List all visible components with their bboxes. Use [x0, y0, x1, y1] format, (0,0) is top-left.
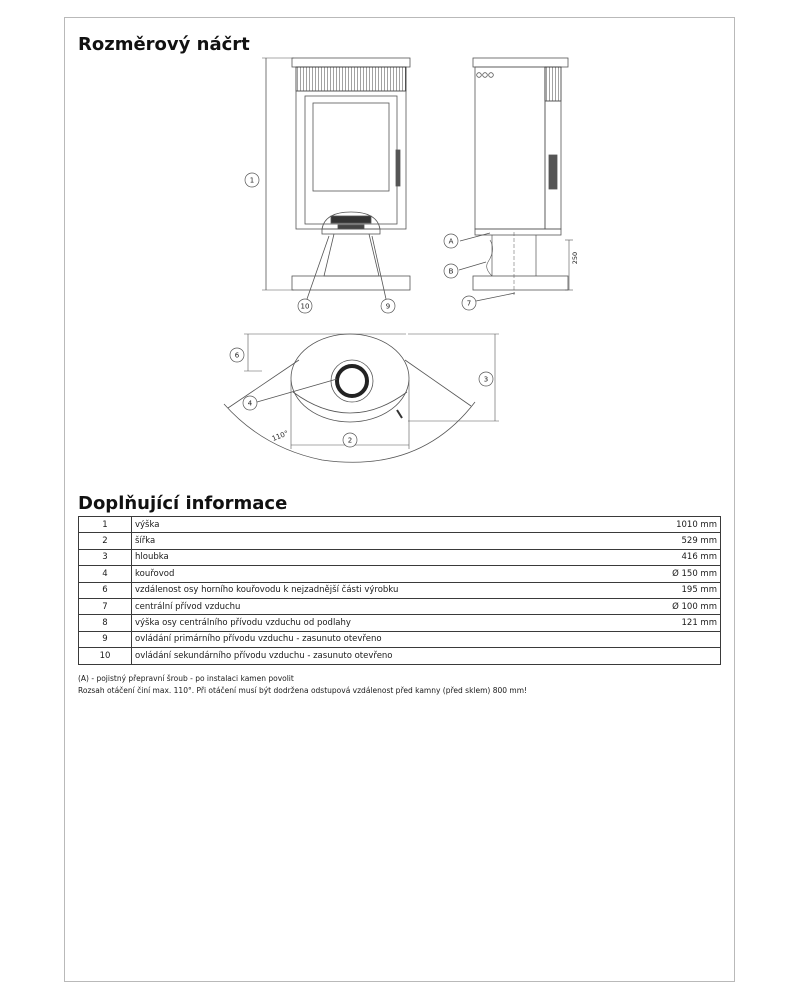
table-row: 7 centrální přívod vzduchu Ø 100 mm — [79, 598, 721, 614]
callout-3 — [479, 372, 493, 386]
note-rotation: Rozsah otáčení činí max. 110°. Při otáčení musí být dodržena odstupová vzdálenost před kamny (před sklem) 800 mm! — [78, 686, 528, 695]
svg-text:9: 9 — [385, 302, 391, 311]
table-row: 3 hloubka 416 mm — [79, 549, 721, 565]
callout-B — [444, 264, 458, 278]
callout-4 — [243, 396, 257, 410]
side-view — [459, 58, 573, 301]
callout-6 — [230, 348, 244, 362]
callout-10 — [298, 299, 312, 313]
svg-text:10: 10 — [300, 302, 310, 311]
table-row: 4 kouřovod Ø 150 mm — [79, 566, 721, 582]
svg-text:7: 7 — [466, 299, 472, 308]
callout-9 — [381, 299, 395, 313]
info-title: Doplňující informace — [78, 493, 288, 514]
callout-A — [444, 234, 458, 248]
table-row: 6 vzdálenost osy horního kouřovodu k nejzadnější části výrobku 195 mm — [79, 582, 721, 598]
table-row: 9 ovládání primárního přívodu vzduchu - zasunuto otevřeno — [79, 631, 721, 647]
rotation-angle-label: 110° — [270, 429, 290, 444]
callout-1 — [245, 173, 259, 187]
table-row: 8 výška osy centrálního přívodu vzduchu od podlahy 121 mm — [79, 615, 721, 631]
svg-text:B: B — [448, 267, 454, 276]
dimension-sketch — [0, 0, 800, 480]
sketch-title: Rozměrový náčrt — [78, 34, 250, 55]
svg-text:6: 6 — [234, 351, 240, 360]
callout-2 — [343, 433, 357, 447]
svg-text:A: A — [448, 237, 454, 246]
svg-text:1: 1 — [249, 176, 255, 185]
notes — [78, 673, 527, 697]
table-row: 1 výška 1010 mm — [79, 517, 721, 533]
spec-table — [78, 516, 721, 665]
svg-text:3: 3 — [483, 375, 489, 384]
callout-7 — [462, 296, 476, 310]
note-screw: (A) - pojistný přepravní šroub - po instalaci kamen povolit — [78, 674, 294, 683]
table-row: 2 šířka 529 mm — [79, 533, 721, 549]
table-row: 10 ovládání sekundárního přívodu vzduchu - zasunuto otevřeno — [79, 648, 721, 664]
dimension-250-label: 250 — [571, 251, 579, 265]
svg-text:2: 2 — [347, 436, 353, 445]
svg-text:4: 4 — [247, 399, 253, 408]
front-view — [262, 58, 410, 299]
top-view — [224, 334, 499, 462]
